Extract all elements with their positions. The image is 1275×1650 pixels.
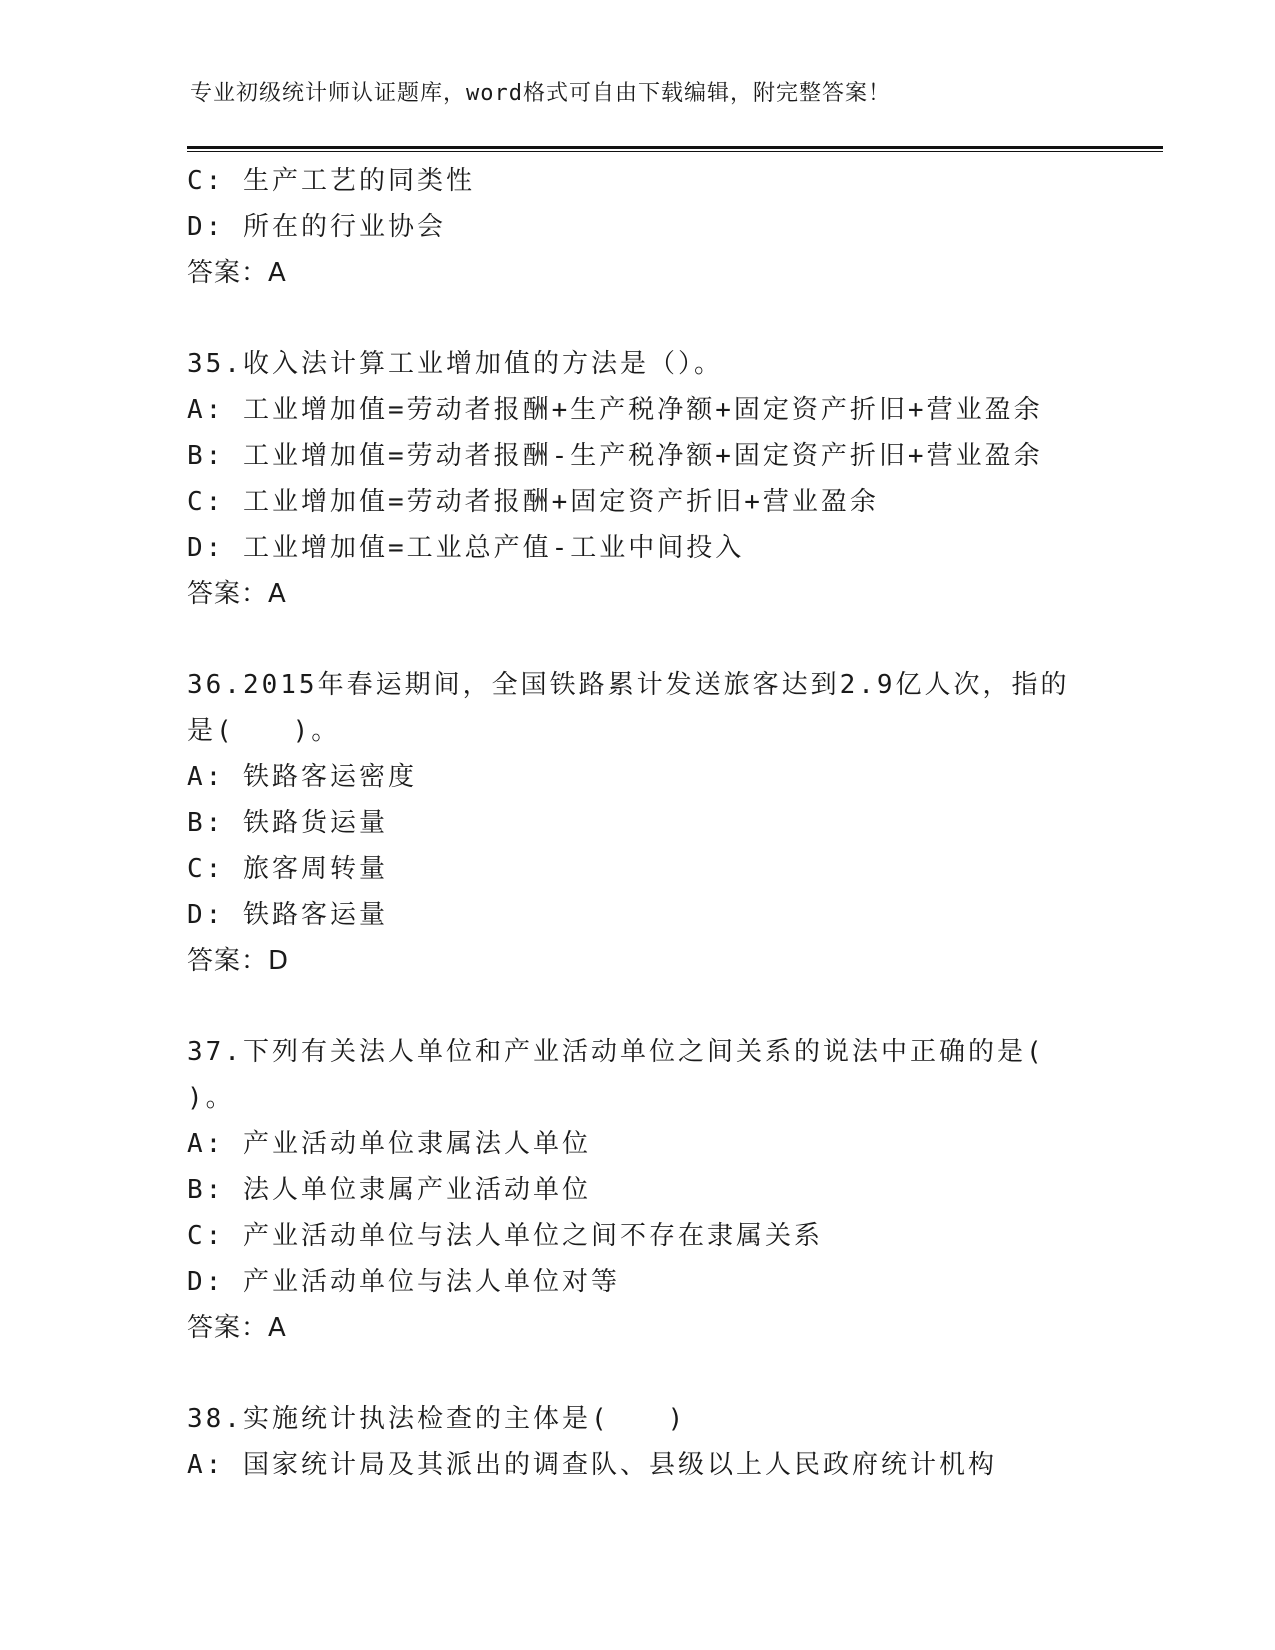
question-37 <box>187 1029 1087 1351</box>
option-d: D: 产业活动单位与法人单位对等 <box>187 1267 620 1297</box>
answer-line: 答案：A <box>187 258 287 288</box>
option-c: C: 工业增加值=劳动者报酬+固定资产折旧+营业盈余 <box>187 487 879 517</box>
option-c: C: 生产工艺的同类性 <box>187 166 475 196</box>
option-c: C: 产业活动单位与法人单位之间不存在隶属关系 <box>187 1221 823 1251</box>
option-d: D: 所在的行业协会 <box>187 212 446 242</box>
carryover-block <box>187 158 1087 296</box>
option-b: B: 法人单位隶属产业活动单位 <box>187 1175 591 1205</box>
question-stem: 38.实施统计执法检查的主体是( ) <box>187 1404 687 1434</box>
question-35 <box>187 341 1087 617</box>
answer-line: 答案：A <box>187 1313 287 1343</box>
question-36 <box>187 662 1087 984</box>
option-d: D: 铁路客运量 <box>187 900 388 930</box>
question-stem: 35.收入法计算工业增加值的方法是（）。 <box>187 349 723 379</box>
question-stem: 37.下列有关法人单位和产业活动单位之间关系的说法中正确的是( <box>187 1037 1045 1067</box>
option-a: A: 工业增加值=劳动者报酬+生产税净额+固定资产折旧+营业盈余 <box>187 395 1043 425</box>
document-header: 专业初级统计师认证题库，word格式可自由下载编辑，附完整答案！ <box>190 81 891 106</box>
option-c: C: 旅客周转量 <box>187 854 388 884</box>
option-a: A: 产业活动单位隶属法人单位 <box>187 1129 591 1159</box>
question-stem-continued: )。 <box>187 1083 235 1113</box>
option-a: A: 铁路客运密度 <box>187 762 417 792</box>
question-list <box>187 158 1087 1488</box>
option-b: B: 铁路货运量 <box>187 808 388 838</box>
header-rule-thick <box>187 146 1163 149</box>
header-rule-thin <box>187 151 1163 152</box>
answer-line: 答案：A <box>187 579 287 609</box>
question-38 <box>187 1396 1087 1488</box>
option-b: B: 工业增加值=劳动者报酬-生产税净额+固定资产折旧+营业盈余 <box>187 441 1043 471</box>
option-d: D: 工业增加值=工业总产值-工业中间投入 <box>187 533 745 563</box>
option-a: A: 国家统计局及其派出的调查队、县级以上人民政府统计机构 <box>187 1450 997 1480</box>
question-stem: 36.2015年春运期间，全国铁路累计发送旅客达到2.9亿人次，指的 <box>187 670 1070 700</box>
question-stem-continued: 是( )。 <box>187 716 341 746</box>
answer-line: 答案：D <box>187 946 290 976</box>
